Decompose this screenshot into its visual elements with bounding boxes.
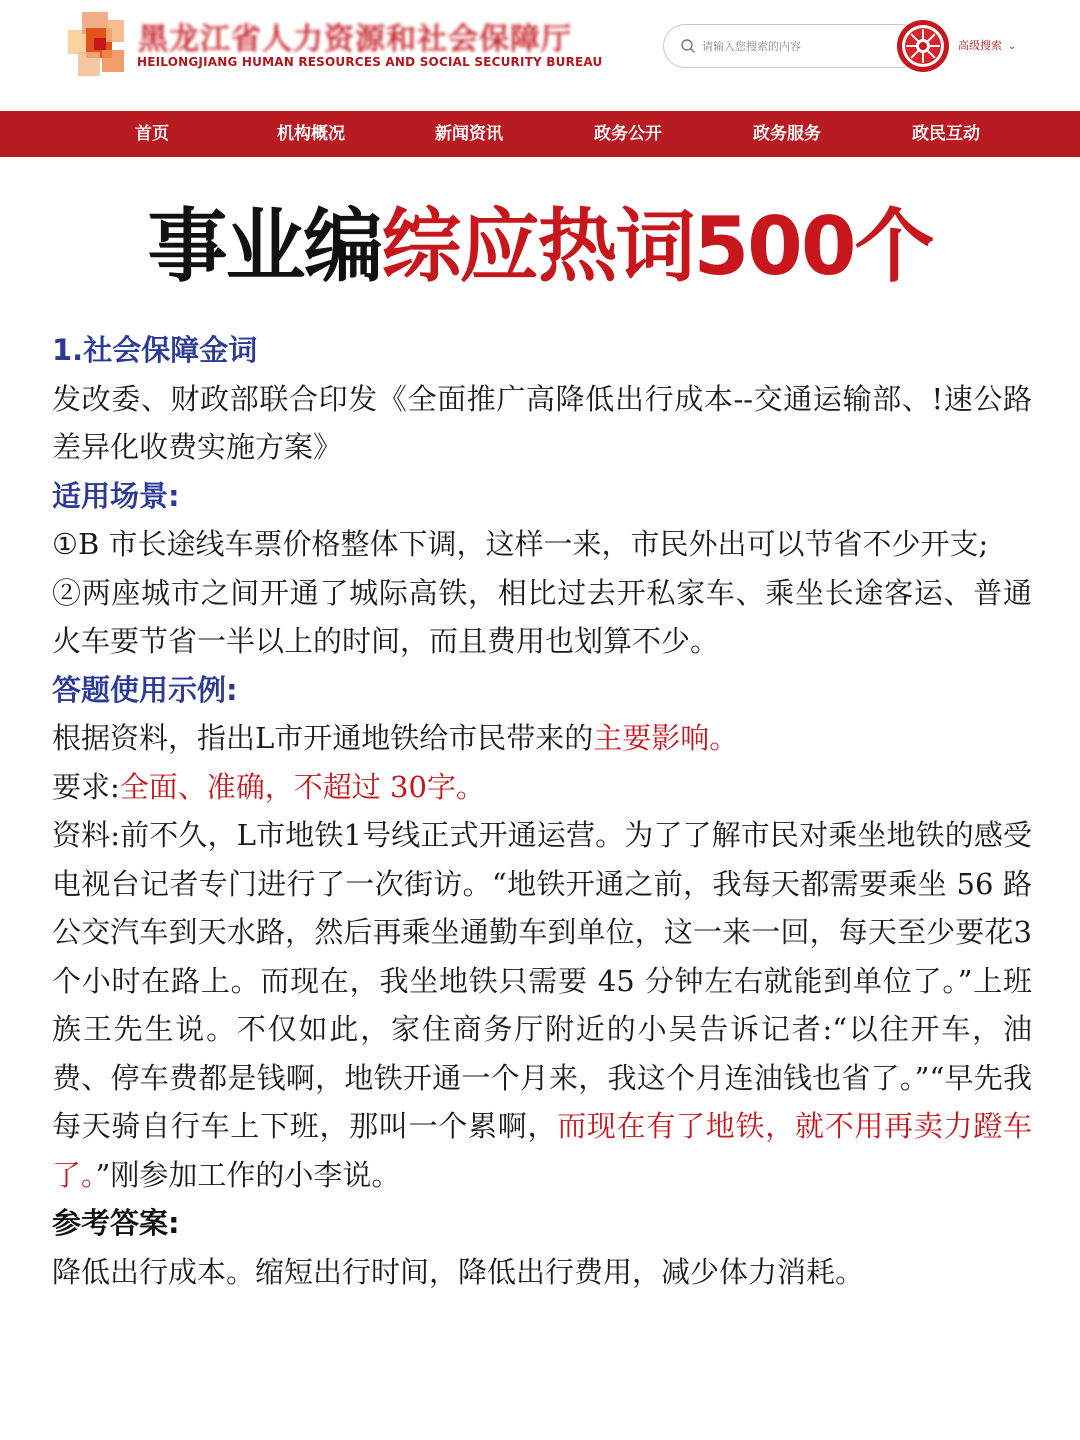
material-paragraph — [52, 811, 1032, 1199]
intro-paragraph: 发改委、财政部联合印发《全面推广高降低出行成本--交通运输部、!速公路差异化收费实施方案》 — [52, 381, 1032, 464]
nav-item-news[interactable]: 新闻资讯 — [435, 124, 503, 144]
scenario-heading: 适用场景: — [52, 478, 180, 513]
nav-item-services[interactable]: 政务服务 — [753, 124, 821, 144]
question-text: 根据资料，指出L市开通地铁给市民带来的 — [52, 721, 594, 755]
search-icon — [680, 38, 696, 54]
nav-item-home[interactable]: 首页 — [135, 124, 169, 144]
advanced-search-label: 高级搜索 — [958, 39, 1002, 52]
site-logo-icon[interactable] — [68, 12, 126, 78]
main-nav — [0, 111, 1080, 157]
answer-heading: 参考答案: — [52, 1206, 180, 1240]
material-highlight: 而现在有了地铁，就不用再卖力蹬车了。 — [52, 1109, 1032, 1192]
material-text-1: 资料:前不久，L市地铁1号线正式开通运营。为了了解市民对乘坐地铁的感受电视台记者专门进行了一次街访。“地铁开通之前，我每天都需要乘坐 56 路公交汽车到天水路，然后再乘坐通勤车到单位，这一来一回，每天至少要花3个小时在路上。而现在，我坐地铁只需要 45 分钟左右就能到单位了。”上班族王先生说。不仅如此，家住商务厅附近的小吴告诉记者:“以往开车，油费、停车费都是钱啊，地铁开通一个月来，我这个月连油钱也省了。”“早先我每天骑自行车上下班，那叫一个累啊， — [52, 818, 1032, 1143]
requirement-label: 要求: — [52, 769, 120, 804]
scenario-item-1: ①B 市长途线车票价格整体下调，这样一来，市民外出可以节省不少开支; — [52, 527, 989, 561]
section-heading: 1.社会保障金词 — [52, 333, 258, 367]
advanced-search-button[interactable] — [958, 37, 1016, 53]
emblem-icon[interactable] — [896, 19, 950, 73]
material-text-2: ”刚参加工作的小李说。 — [95, 1157, 401, 1192]
answer-paragraph: 降低出行成本。缩短出行时间，降低出行费用，减少体力消耗。 — [52, 1254, 865, 1289]
nav-item-interaction[interactable]: 政民互动 — [912, 124, 980, 144]
example-heading: 答题使用示例: — [52, 672, 238, 707]
chevron-down-icon: ⌄ — [1008, 41, 1017, 52]
article-body — [52, 326, 1032, 1296]
scenario-item-2: ②两座城市之间开通了城际高铁，相比过去开私家车、乘坐长途客运、普通火车要节省一半以上的时间，而且费用也划算不少。 — [52, 575, 1032, 658]
requirement-highlight: 全面、准确，不超过 30字。 — [119, 769, 485, 804]
site-subtitle: HEILONGJIANG HUMAN RESOURCES AND SOCIAL SECURITY BUREAU — [137, 55, 603, 69]
title-red-part: 综应热词500个 — [381, 200, 933, 293]
nav-item-public-affairs[interactable]: 政务公开 — [594, 124, 662, 144]
requirement-paragraph — [52, 763, 1032, 812]
nav-item-organization[interactable]: 机构概况 — [277, 124, 345, 144]
title-black-part: 事业编 — [147, 200, 382, 293]
site-header — [0, 0, 1080, 110]
question-highlight: 主要影响。 — [593, 721, 739, 755]
question-paragraph — [52, 714, 1032, 763]
page-title — [0, 192, 1080, 302]
search-input[interactable] — [702, 36, 877, 56]
search-box[interactable] — [663, 24, 923, 68]
site-title[interactable]: 黑龙江省人力资源和社会保障厅 — [138, 22, 572, 57]
